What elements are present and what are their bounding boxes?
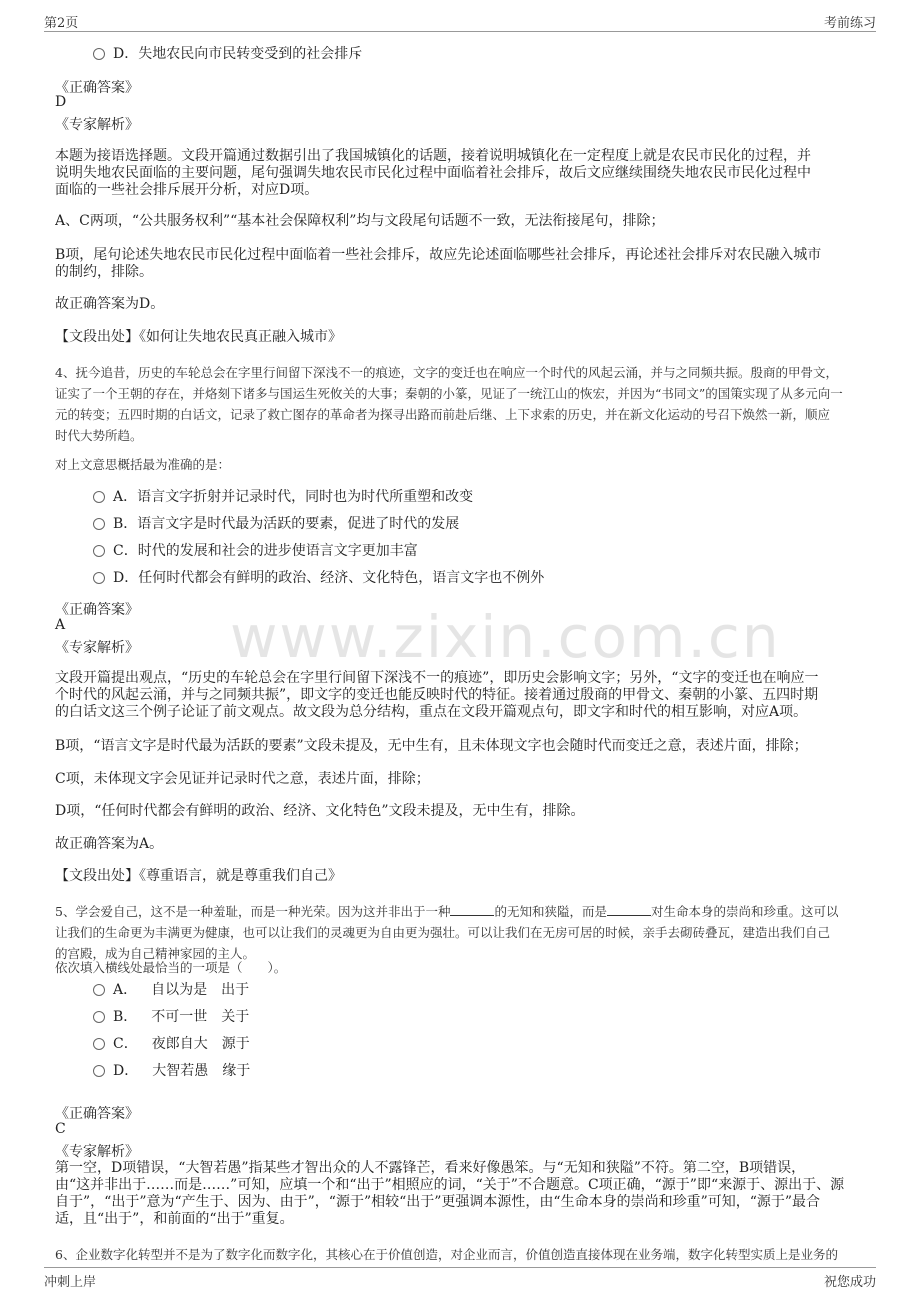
q4-stem: 4、抚今追昔，历史的车轮总会在字里行间留下深浅不一的痕迹，文字的变迁也在响应一个时代的风起云涌，并与之同频共振。殷商的甲骨文， 证实了一个王朝的存在，并烙刻下诸多与国运生死攸关的大事；秦朝的小篆，见证了一统江山的恢宏，并因为“书同文”的国策实现了从多元向一 元的转变；五四时期的白话文，记录了救亡图存的革命者为探寻出路而前赴后继、上下求索的历史，并在新文化运动的号召下焕然一新，顺应 时代大势所趋。	[55, 365, 843, 443]
radio-icon[interactable]	[93, 1065, 105, 1077]
q3-analysis-paragraph: 故正确答案为D。	[55, 296, 165, 312]
q4-option-a[interactable]: A．语言文字折射并记录时代，同时也为时代所重塑和改变	[93, 487, 473, 507]
analysis-label: 《专家解析》	[55, 1144, 139, 1160]
q5-option-b[interactable]: B． 不可一世 关于	[93, 1007, 249, 1027]
q3-source: 【文段出处】《如何让失地农民真正融入城市》	[55, 329, 342, 345]
header-right-label: 考前练习	[823, 16, 876, 31]
fill-blank	[607, 903, 651, 916]
q5-option-c[interactable]: C． 夜郎自大 源于	[93, 1034, 250, 1054]
radio-icon[interactable]	[93, 572, 105, 584]
radio-icon[interactable]	[93, 491, 105, 503]
answer-value: D	[55, 94, 67, 110]
q5-option-a[interactable]: A． 自以为是 出于	[93, 980, 249, 1000]
radio-icon[interactable]	[93, 984, 105, 996]
radio-icon[interactable]	[93, 1038, 105, 1050]
q6-stem-partial: 6、企业数字化转型并不是为了数字化而数字化，其核心在于价值创造，对企业而言，价值创造直接体现在业务端，数字化转型实质上是业务的	[55, 1248, 838, 1262]
q5-option-d[interactable]: D． 大智若愚 缘于	[93, 1061, 250, 1081]
q4-source: 【文段出处】《尊重语言，就是尊重我们自己》	[55, 868, 342, 884]
page-number: 第2页	[44, 16, 79, 31]
q4-analysis-paragraph: 故正确答案为A。	[55, 836, 164, 852]
q5-analysis-paragraph: 第一空，D项错误，“大智若愚”指某些才智出众的人不露锋芒，看来好像愚笨。与“无知和狭隘”不符。第二空，B项错误， 由“这并非出于……而是……”可知，应填一个和“出于”相照应的词，“关于”不合题意。C项正确，“源于”即“来源于、源出于、源 自于”，“出于”意为“产生于、因为、由于”，“源于”相较“出于”更强调本源性，由“生命本身的崇尚和珍重”可知，“源于”最合 适，且“出于”，和前面的“出于”重复。	[55, 1160, 845, 1227]
watermark: www.zixin.com.cn	[230, 603, 781, 671]
page-header	[44, 12, 876, 32]
q4-analysis-paragraph: 文段开篇提出观点，“历史的车轮总会在字里行间留下深浅不一的痕迹”，即历史会影响文字；另外，“文字的变迁也在响应一 个时代的风起云涌，并与之同频共振”，即文字的变迁也能反映时代的特征。接着通过殷商的甲骨文、秦朝的小篆、五四时期 的白话文这三个例子论证了前文观点。故文段为总分结构，重点在文段开篇观点句，即文字和时代的相互影响，对应A项。	[55, 670, 819, 720]
answer-label: 《正确答案》	[55, 80, 139, 96]
answer-value: C	[55, 1121, 66, 1137]
q3-analysis-paragraph: A、C两项，“公共服务权利”“基本社会保障权利”均与文段尾句话题不一致，无法衔接尾句，排除；	[55, 213, 665, 229]
fill-blank	[450, 903, 494, 916]
footer-divider	[44, 1267, 876, 1268]
q4-analysis-paragraph: C项，未体现文字会见证并记录时代之意，表述片面，排除；	[55, 771, 430, 787]
analysis-label: 《专家解析》	[55, 117, 139, 133]
footer-right-label: 祝您成功	[823, 1275, 876, 1290]
analysis-label: 《专家解析》	[55, 640, 139, 656]
q5-question: 依次填入横线处最恰当的一项是（ ）。	[55, 960, 287, 975]
page-footer	[44, 1271, 876, 1291]
radio-icon[interactable]	[93, 518, 105, 530]
radio-icon[interactable]	[93, 48, 105, 60]
q4-option-b[interactable]: B．语言文字是时代最为活跃的要素，促进了时代的发展	[93, 514, 459, 534]
answer-label: 《正确答案》	[55, 602, 139, 618]
radio-icon[interactable]	[93, 1011, 105, 1023]
q3-option-d[interactable]: D．失地农民向市民转变受到的社会排斥	[93, 44, 362, 64]
q4-analysis-paragraph: D项，“任何时代都会有鲜明的政治、经济、文化特色”文段未提及，无中生有，排除。	[55, 803, 585, 819]
q4-analysis-paragraph: B项，“语言文字是时代最为活跃的要素”文段未提及，无中生有，且未体现文字也会随时代而变迁之意，表述片面，排除；	[55, 738, 808, 754]
q3-analysis-paragraph: B项，尾句论述失地农民市民化过程中面临着一些社会排斥，故应先论述面临哪些社会排斥，再论述社会排斥对农民融入城市 的制约，排除。	[55, 247, 822, 280]
header-divider	[44, 31, 876, 32]
footer-left-label: 冲刺上岸	[44, 1275, 97, 1290]
q3-analysis-paragraph: 本题为接语选择题。文段开篇通过数据引出了我国城镇化的话题，接着说明城镇化在一定程度上就是农民市民化的过程，并 说明失地农民面临的主要问题，尾句强调失地农民市民化过程中面临着社会排斥，故后文应继续围绕失地农民市民化过程中 面临的一些社会排斥展开分析，对应D项。	[55, 148, 811, 198]
answer-value: A	[55, 617, 66, 633]
q4-option-c[interactable]: C．时代的发展和社会的进步使语言文字更加丰富	[93, 541, 418, 561]
answer-label: 《正确答案》	[55, 1106, 139, 1122]
q4-question: 对上文意思概括最为准确的是：	[55, 457, 231, 472]
q4-option-d[interactable]: D．任何时代都会有鲜明的政治、经济、文化特色，语言文字也不例外	[93, 568, 544, 588]
radio-icon[interactable]	[93, 545, 105, 557]
q5-stem: 5、学会爱自己，这不是一种羞耻，而是一种光荣。因为这并非出于一种 的无知和狭隘，而是 对生命本身的崇尚和珍重。这可以 让我们的生命更为丰满更为健康，也可以让我们的灵魂更为自由更为强壮。可以让我们在无房可居的时候，亲手去砌砖叠瓦，建造出我们自己 的宫殿，成为自己精神家园的主人。	[55, 904, 839, 961]
